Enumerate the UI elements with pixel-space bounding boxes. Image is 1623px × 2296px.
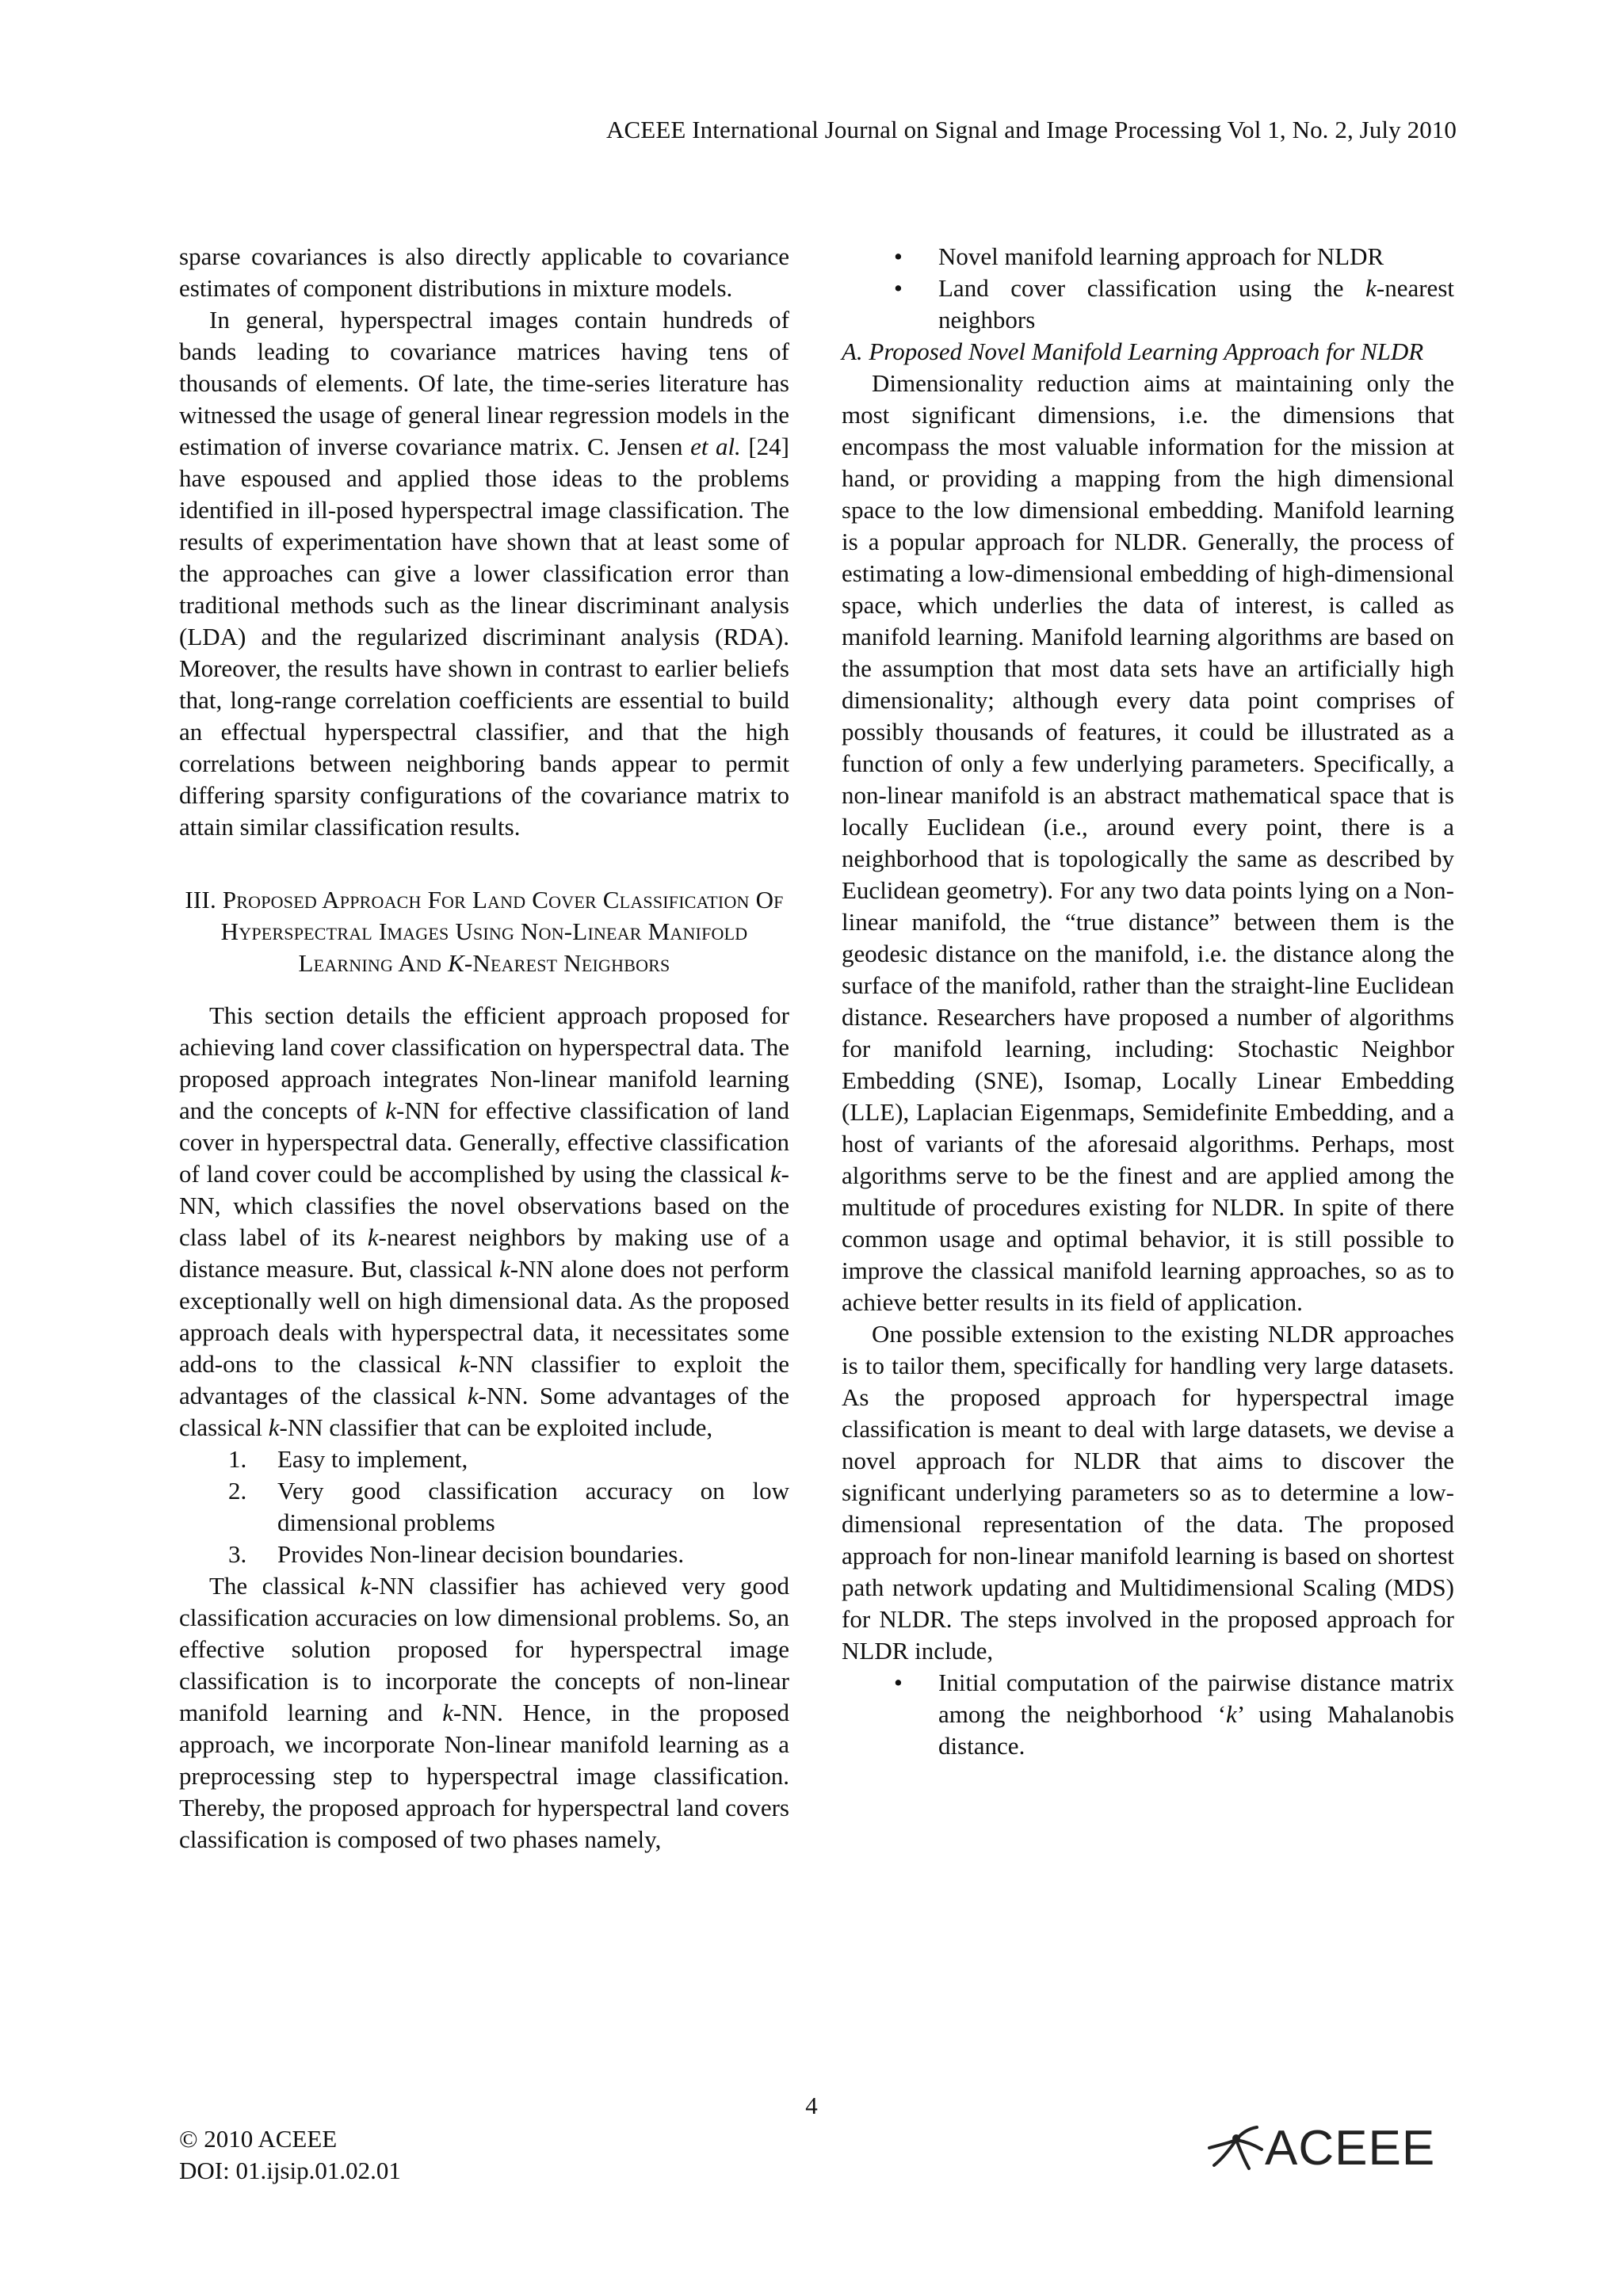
paragraph: Dimensionality reduction aims at maintaining only the most significant dimensions, i.e. the dimensions that encompass the most valuable information for the mission at hand, or providing a mapping from the high dimensional space to the low dimensional embedding. Manifold learning is a popular approach for NLDR. Generally, the process of estimating a low-dimensional embedding of high-dimensional space, which underlies the data of interest, is called as manifold learning. Manifold learning algorithms are based on the assumption that most data sets have an artificially high dimensionality; although every data point comprises of possibly thousands of features, it could be illustrated as a function of only a few underlying parameters. Specifically, a non-linear manifold is an abstract mathematical space that is locally Euclidean (i.e., around every point, there is a neighborhood that is topologically the same as described by Euclidean geometry). For any two data points lying on a Non-linear manifold, the “true distance” between them is the geodesic distance on the manifold, i.e. the distance along the surface of the manifold, rather than the straight-line Euclidean distance. Researchers have proposed a number of algorithms for manifold learning, including: Stochastic Neighbor Embedding (SNE), Isomap, Locally Linear Embedding (LLE), Laplacian Eigenmaps, Semidefinite Embedding, and a host of variants of the aforesaid algorithms. Perhaps, most algorithms serve to be the finest and are applied among the multitude of procedures existing for NLDR. In spite of there common usage and optimal behavior, it is still possible to improve the classical manifold learning approaches, so as to achieve better results in its field of application.	[842, 369, 1454, 1316]
doi: DOI: 01.ijsip.01.02.01	[179, 2157, 401, 2184]
paragraph: sparse covariances is also directly applicable to covariance estimates of component distributions in mixture models.	[179, 242, 789, 302]
right-column	[842, 241, 1454, 1762]
page-number: 4	[805, 2092, 818, 2119]
list-item: 2. Very good classification accuracy on low dimensional problems	[228, 1477, 789, 1536]
phases-list	[842, 241, 1454, 336]
advantages-list	[179, 1444, 789, 1570]
section-heading: III. Proposed Approach For Land Cover Classification Of Hyperspectral Images Using Non-Linear Manifold Learning And K-Nearest Neighbors	[185, 886, 784, 977]
aceee-logo	[1205, 2120, 1435, 2176]
paragraph: The classical k-NN classifier has achieved very good classification accuracies on low dimensional problems. So, an effective solution proposed for hyperspectral image classification is to incorporate the concepts of non-linear manifold learning and k-NN. Hence, in the proposed approach, we incorporate Non-linear manifold learning as a preprocessing step to hyperspectral image classification. Thereby, the proposed approach for hyperspectral land covers classification is composed of two phases namely,	[179, 1572, 790, 1853]
left-column	[179, 241, 789, 1855]
paragraph: One possible extension to the existing NLDR approaches is to tailor them, specifically for handling very large datasets. As the proposed approach for hyperspectral image classification is meant to deal with large datasets, we devise a novel approach for NLDR that aims to discover the significant underlying parameters so as to determine a low-dimensional representation of the data. The proposed approach for non-linear manifold learning is based on shortest path network updating and Multidimensional Scaling (MDS) for NLDR. The steps involved in the proposed approach for NLDR include,	[842, 1320, 1454, 1665]
list-item: • Initial computation of the pairwise distance matrix among the neighborhood ‘k’ using Mahalanobis distance.	[842, 1667, 1454, 1762]
journal-header: ACEEE International Journal on Signal and Image Processing Vol 1, No. 2, July 2010	[606, 116, 1457, 143]
steps-list	[842, 1667, 1454, 1762]
list-item: 1. Easy to implement,	[228, 1445, 468, 1473]
copyright: © 2010 ACEEE	[179, 2125, 338, 2153]
subsection-heading: A. Proposed Novel Manifold Learning Approach for NLDR	[842, 338, 1424, 365]
star-figure-icon	[1205, 2124, 1265, 2172]
paragraph: In general, hyperspectral images contain hundreds of bands leading to covariance matrices having tens of thousands of elements. Of late, the time-series literature has witnessed the usage of general linear regression models in the estimation of inverse covariance matrix. C. Jensen et al. [24] have espoused and applied those ideas to the problems identified in ill-posed hyperspectral image classification. The results of experimentation have shown that at least some of the approaches can give a lower classification error than traditional methods such as the linear discriminant analysis (LDA) and the regularized discriminant analysis (RDA). Moreover, the results have shown in contrast to earlier beliefs that, long-range correlation coefficients are essential to build an effectual hyperspectral classifier, and that the high correlations between neighboring bands appear to permit differing sparsity configurations of the covariance matrix to attain similar classification results.	[179, 306, 789, 841]
footer-info	[179, 2123, 401, 2187]
list-item: • Land cover classification using the k-nearest neighbors	[842, 273, 1454, 336]
paragraph: This section details the efficient approach proposed for achieving land cover classification on hyperspectral data. The proposed approach integrates Non-linear manifold learning and the concepts of k-NN for effective classification of land cover in hyperspectral data. Generally, effective classification of land cover could be accomplished by using the classical k-NN, which classifies the novel observations based on the class label of its k-nearest neighbors by making use of a distance measure. But, classical k-NN alone does not perform exceptionally well on high dimensional data. As the proposed approach deals with hyperspectral data, it necessitates some add-ons to the classical k-NN classifier to exploit the advantages of the classical k-NN. Some advantages of the classical k-NN classifier that can be exploited include,	[179, 1001, 790, 1441]
logo-text: ACEEE	[1265, 2120, 1436, 2176]
list-item: 3. Provides Non-linear decision boundaries.	[228, 1540, 685, 1568]
list-item: • Novel manifold learning approach for NLDR	[842, 241, 1454, 273]
